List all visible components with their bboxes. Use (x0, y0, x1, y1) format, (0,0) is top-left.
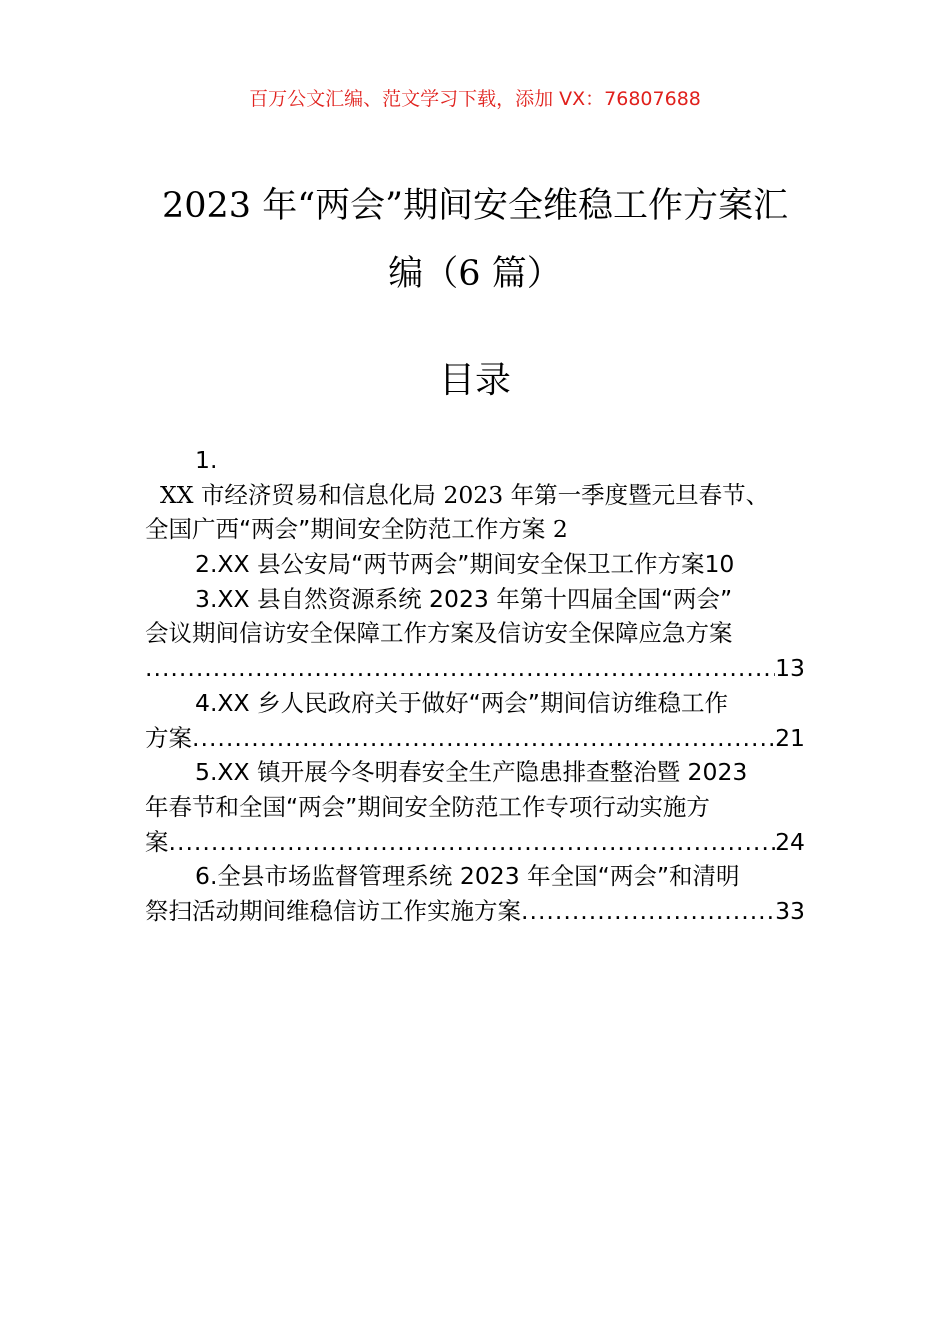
toc-page-number: 2 (552, 515, 568, 544)
toc-leader-dots (192, 721, 775, 756)
toc-heading: 目录 (438, 360, 511, 401)
toc-entry-text: 4.XX 乡人民政府关于做好“两会”期间信访维稳工作 (195, 688, 728, 717)
toc-entry-text: 祭扫活动期间维稳信访工作实施方案 (145, 896, 521, 925)
toc-entry-1-line[interactable] (145, 443, 805, 478)
table-of-contents (145, 443, 805, 929)
toc-entry-text: 方案 (145, 723, 192, 752)
toc-entry-4-line[interactable] (145, 686, 805, 721)
watermark-header: 百万公文汇编、范文学习下载，添加 VX：76807688 (249, 88, 701, 110)
toc-leader-dots (145, 651, 775, 686)
toc-entry-6-line[interactable] (145, 859, 805, 894)
document-title-line-1: 2023 年“两会”期间安全维稳工作方案汇 (162, 186, 788, 226)
toc-entry-text: 1. (195, 446, 218, 474)
toc-entry-1-line[interactable] (145, 512, 805, 547)
toc-entry-text: 案 (145, 827, 169, 856)
toc-entry-text: 全国广西“两会”期间安全防范工作方案 (145, 515, 546, 544)
toc-entry-1-line[interactable] (145, 478, 805, 513)
toc-entry-5-line[interactable] (145, 825, 805, 860)
toc-entry-5-line[interactable] (145, 755, 805, 790)
toc-entry-text: 会议期间信访安全保障工作方案及信访安全保障应急方案 (145, 619, 733, 648)
toc-page-number: 13 (775, 654, 805, 683)
toc-entry-text: 5.XX 镇开展今冬明春安全生产隐患排查整治暨 2023 (195, 758, 748, 787)
toc-page-number: 24 (775, 827, 805, 856)
toc-entry-text: XX 市经济贸易和信息化局 2023 年第一季度暨元旦春节、 (160, 480, 770, 509)
toc-entry-6-line[interactable] (145, 894, 805, 929)
toc-entry-3-line[interactable] (145, 616, 805, 651)
document-title-line-2: 编（6 篇） (388, 254, 562, 294)
toc-page-number: 10 (704, 550, 735, 579)
toc-page-number: 21 (775, 723, 805, 752)
toc-entry-5-line[interactable] (145, 790, 805, 825)
toc-entry-text: 3.XX 县自然资源系统 2023 年第十四届全国“两会” (195, 584, 733, 613)
toc-entry-text: 年春节和全国“两会”期间安全防范工作专项行动实施方 (145, 792, 710, 821)
toc-page-number: 33 (775, 896, 805, 925)
toc-entry-2-line[interactable] (145, 547, 805, 582)
toc-entry-text: 2.XX 县公安局“两节两会”期间安全保卫工作方案 (195, 550, 705, 579)
toc-leader-dots (169, 825, 776, 860)
toc-entry-3-line[interactable] (145, 582, 805, 617)
toc-entry-4-line[interactable] (145, 721, 805, 756)
toc-entry-text: 6.全县市场监督管理系统 2023 年全国“两会”和清明 (195, 862, 740, 891)
toc-leader-dots (521, 894, 775, 929)
toc-entry-3-line[interactable] (145, 651, 805, 686)
